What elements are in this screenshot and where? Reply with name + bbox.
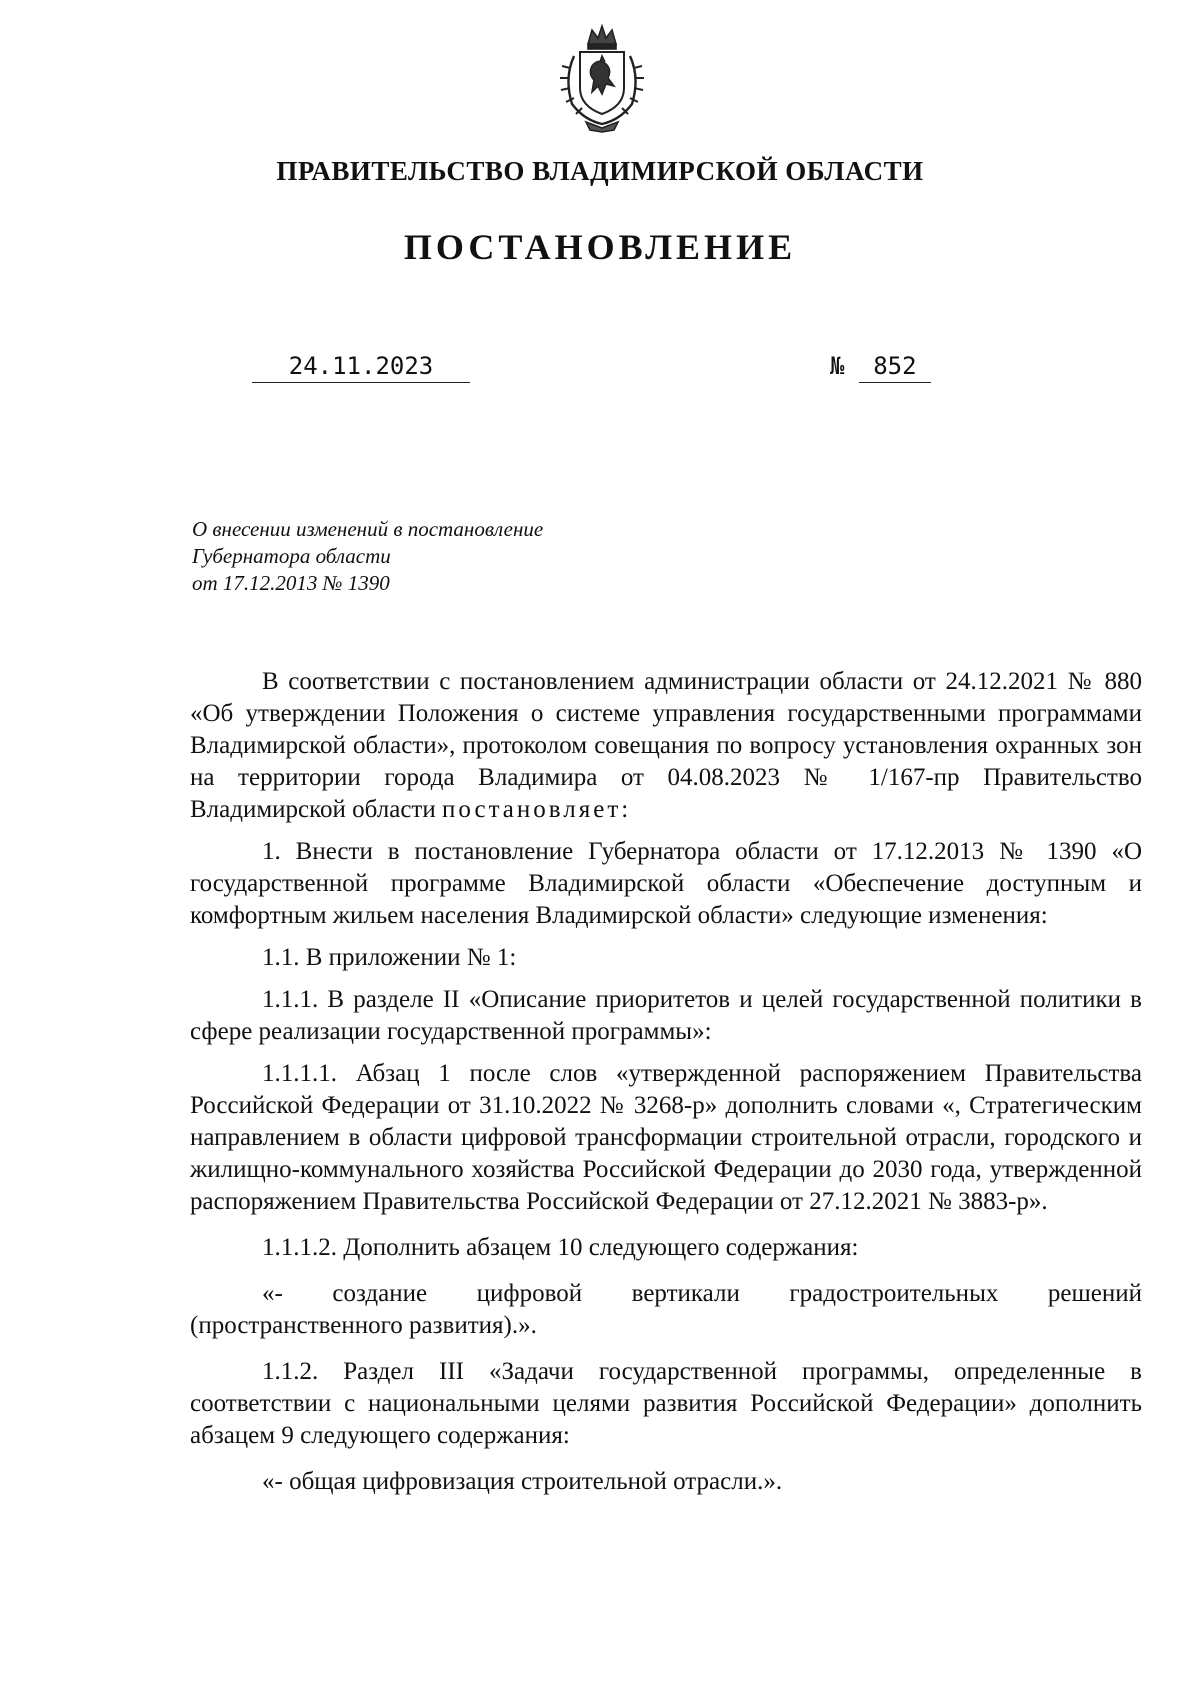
body-paragraph: 1.1.1.1. Абзац 1 после слов «утвержденной распоряжением Правительства Российской Федерации от 31.10.2022 № 3268-р» дополнить словами «, Стратегическим направлением в области цифровой трансформации строительной отрасли, городского и жилищно-коммунального хозяйства Российской Федерации до 2030 года, утвержденной распоряжением Правительства Российской Федерации от 27.12.2021 № 3883-р». — [190, 1060, 1142, 1215]
document-date: 24.11.2023 — [252, 352, 470, 383]
preamble-text: В соответствии с постановлением администрации области от 24.12.2021 № 880 «Об утверждении Положения о системе управления государственными программами Владимирской области», протоколом совещания по вопросу установления охранных зон на территории города Владимира от 04.08.2023 № 1/167-пр Правительство Владимирской области — [190, 668, 1142, 823]
organization-title: ПРАВИТЕЛЬСТВО ВЛАДИМИРСКОЙ ОБЛАСТИ — [276, 156, 924, 186]
subject-line: от 17.12.2013 № 1390 — [192, 571, 390, 595]
number-value: 852 — [859, 352, 931, 383]
resolves-word: постановляет: — [441, 796, 632, 823]
body-paragraph: 1.1. В приложении № 1: — [262, 944, 517, 971]
document-body — [190, 666, 1142, 1508]
subject-line: Губернатора области — [192, 544, 391, 568]
document-type-heading: ПОСТАНОВЛЕНИЕ — [403, 227, 797, 267]
body-paragraph: 1. Внести в постановление Губернатора области от 17.12.2013 № 1390 «О государственной программе Владимирской области «Обеспечение доступным и комфортным жильем населения Владимирской области» следующие изменения: — [190, 838, 1142, 929]
coat-of-arms-icon — [548, 22, 656, 134]
body-paragraph: 1.1.2. Раздел III «Задачи государственной программы, определенные в соответствии с национальными целями развития Российской Федерации» дополнить абзацем 9 следующего содержания: — [190, 1358, 1142, 1449]
body-paragraph: «- общая цифровизация строительной отрасли.». — [262, 1468, 783, 1495]
document-number — [830, 352, 931, 383]
subject-line: О внесении изменений в постановление — [192, 517, 544, 541]
number-sign: № — [830, 352, 845, 380]
document-subject — [192, 516, 543, 597]
preamble-paragraph — [190, 666, 1142, 826]
body-paragraph: 1.1.1. В разделе II «Описание приоритетов и целей государственной политики в сфере реализации государственной программы»: — [190, 986, 1142, 1045]
body-paragraph: «- создание цифровой вертикали градостроительных решений (пространственного развития).». — [190, 1280, 1142, 1339]
body-paragraph: 1.1.1.2. Дополнить абзацем 10 следующего содержания: — [262, 1234, 859, 1261]
